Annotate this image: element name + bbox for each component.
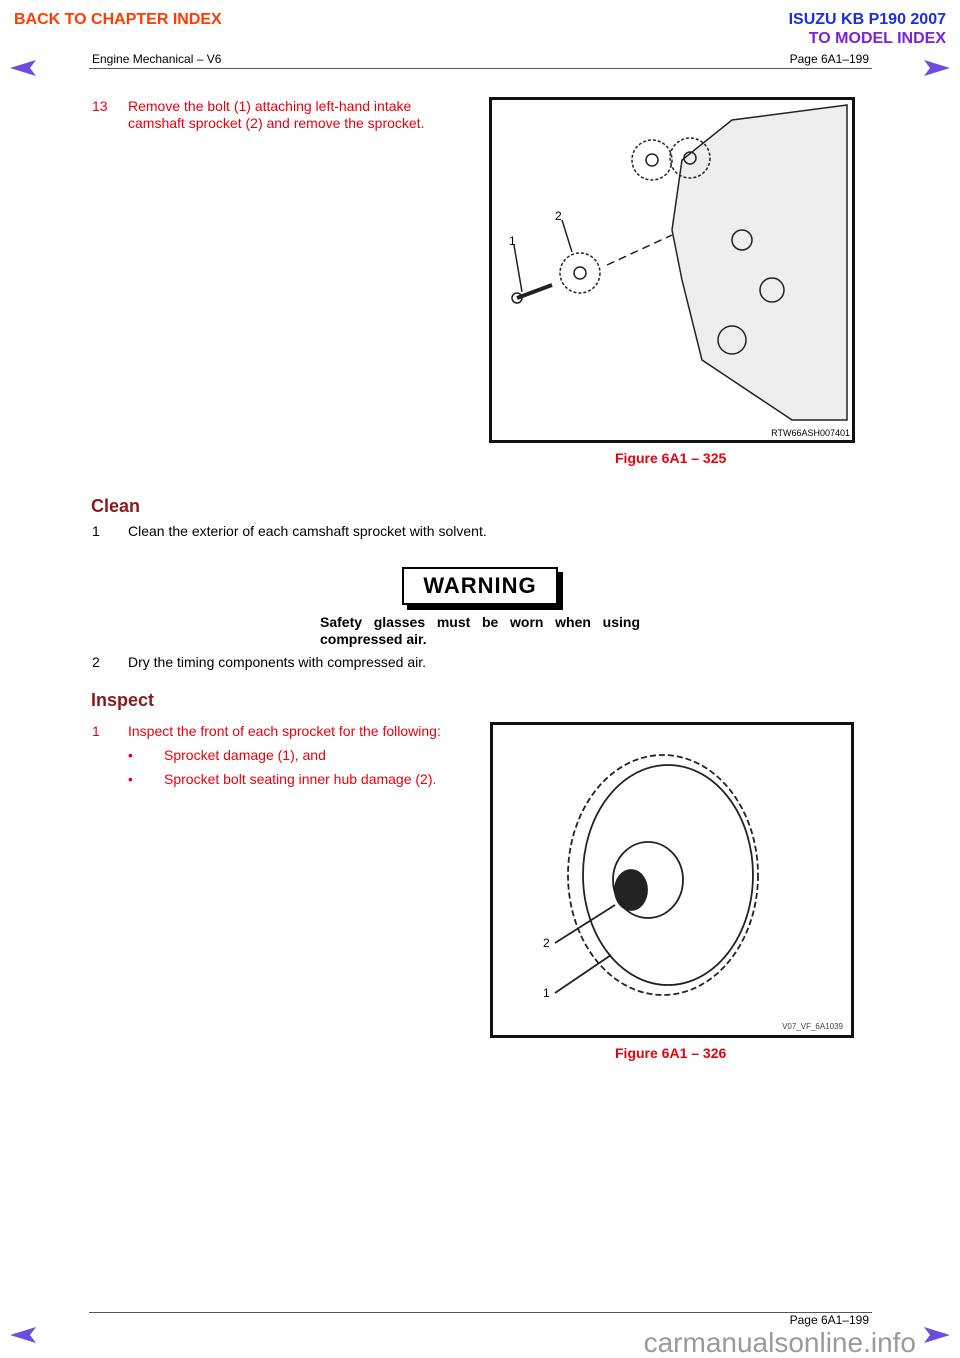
inspect-bullet-2: Sprocket bolt seating inner hub damage (2).: [164, 771, 437, 787]
back-to-chapter-index-link[interactable]: BACK TO CHAPTER INDEX: [14, 11, 222, 28]
bullet-icon: •: [128, 771, 133, 787]
figure-325-code: RTW66ASH007401: [771, 428, 850, 438]
step-13-number: 13: [92, 98, 108, 114]
model-title-link[interactable]: ISUZU KB P190 2007: [788, 11, 946, 28]
next-page-arrow-icon[interactable]: [922, 58, 952, 78]
inspect-bullet-1: Sprocket damage (1), and: [164, 747, 326, 763]
sprocket-drawing: [493, 725, 851, 1035]
to-model-index-link[interactable]: TO MODEL INDEX: [808, 30, 946, 47]
figure-326-sprocket-illustration: [490, 722, 854, 1038]
warning-badge: WARNING: [402, 567, 558, 605]
inspect-step-1-number: 1: [92, 723, 100, 739]
warning-text-line1: Safety glasses must be worn when using: [320, 614, 640, 630]
step-13-text-line2: camshaft sprocket (2) and remove the sprocket.: [128, 115, 425, 131]
figure-326-callout-1: 1: [543, 986, 550, 1000]
clean-step-1-text: Clean the exterior of each camshaft sprocket with solvent.: [128, 523, 487, 539]
inspect-heading: Inspect: [91, 690, 155, 710]
bullet-icon: •: [128, 747, 133, 763]
figure-325-callout-1: 1: [509, 234, 516, 248]
header-rule: [89, 68, 872, 69]
figure-325-engine-illustration: [489, 97, 855, 443]
watermark: carmanualsonline.info: [643, 1327, 916, 1358]
figure-326-callout-2: 2: [543, 936, 550, 950]
step-13-text-line1: Remove the bolt (1) attaching left-hand intake: [128, 98, 412, 114]
clean-heading: Clean: [91, 496, 141, 516]
figure-326-code: V07_VF_6A1039: [782, 1022, 843, 1031]
page-number-bottom: Page 6A1–199: [789, 1313, 869, 1327]
figure-326-caption: Figure 6A1 – 326: [615, 1045, 727, 1061]
inspect-step-1-text: Inspect the front of each sprocket for the following:: [128, 723, 441, 739]
clean-step-2-text: Dry the timing components with compressed air.: [128, 654, 427, 670]
clean-step-1-number: 1: [92, 523, 100, 539]
previous-page-arrow-icon[interactable]: [8, 58, 38, 78]
section-title: Engine Mechanical – V6: [92, 52, 222, 66]
page-number-top: Page 6A1–199: [789, 52, 869, 66]
engine-sprocket-drawing: [492, 100, 852, 440]
figure-325-callout-2: 2: [555, 209, 562, 223]
figure-325-caption: Figure 6A1 – 325: [615, 450, 727, 466]
next-page-arrow-icon-bottom[interactable]: [922, 1325, 952, 1345]
footer-rule: [89, 1312, 872, 1313]
clean-step-2-number: 2: [92, 654, 100, 670]
previous-page-arrow-icon-bottom[interactable]: [8, 1325, 38, 1345]
warning-text-line2: compressed air.: [320, 631, 427, 647]
